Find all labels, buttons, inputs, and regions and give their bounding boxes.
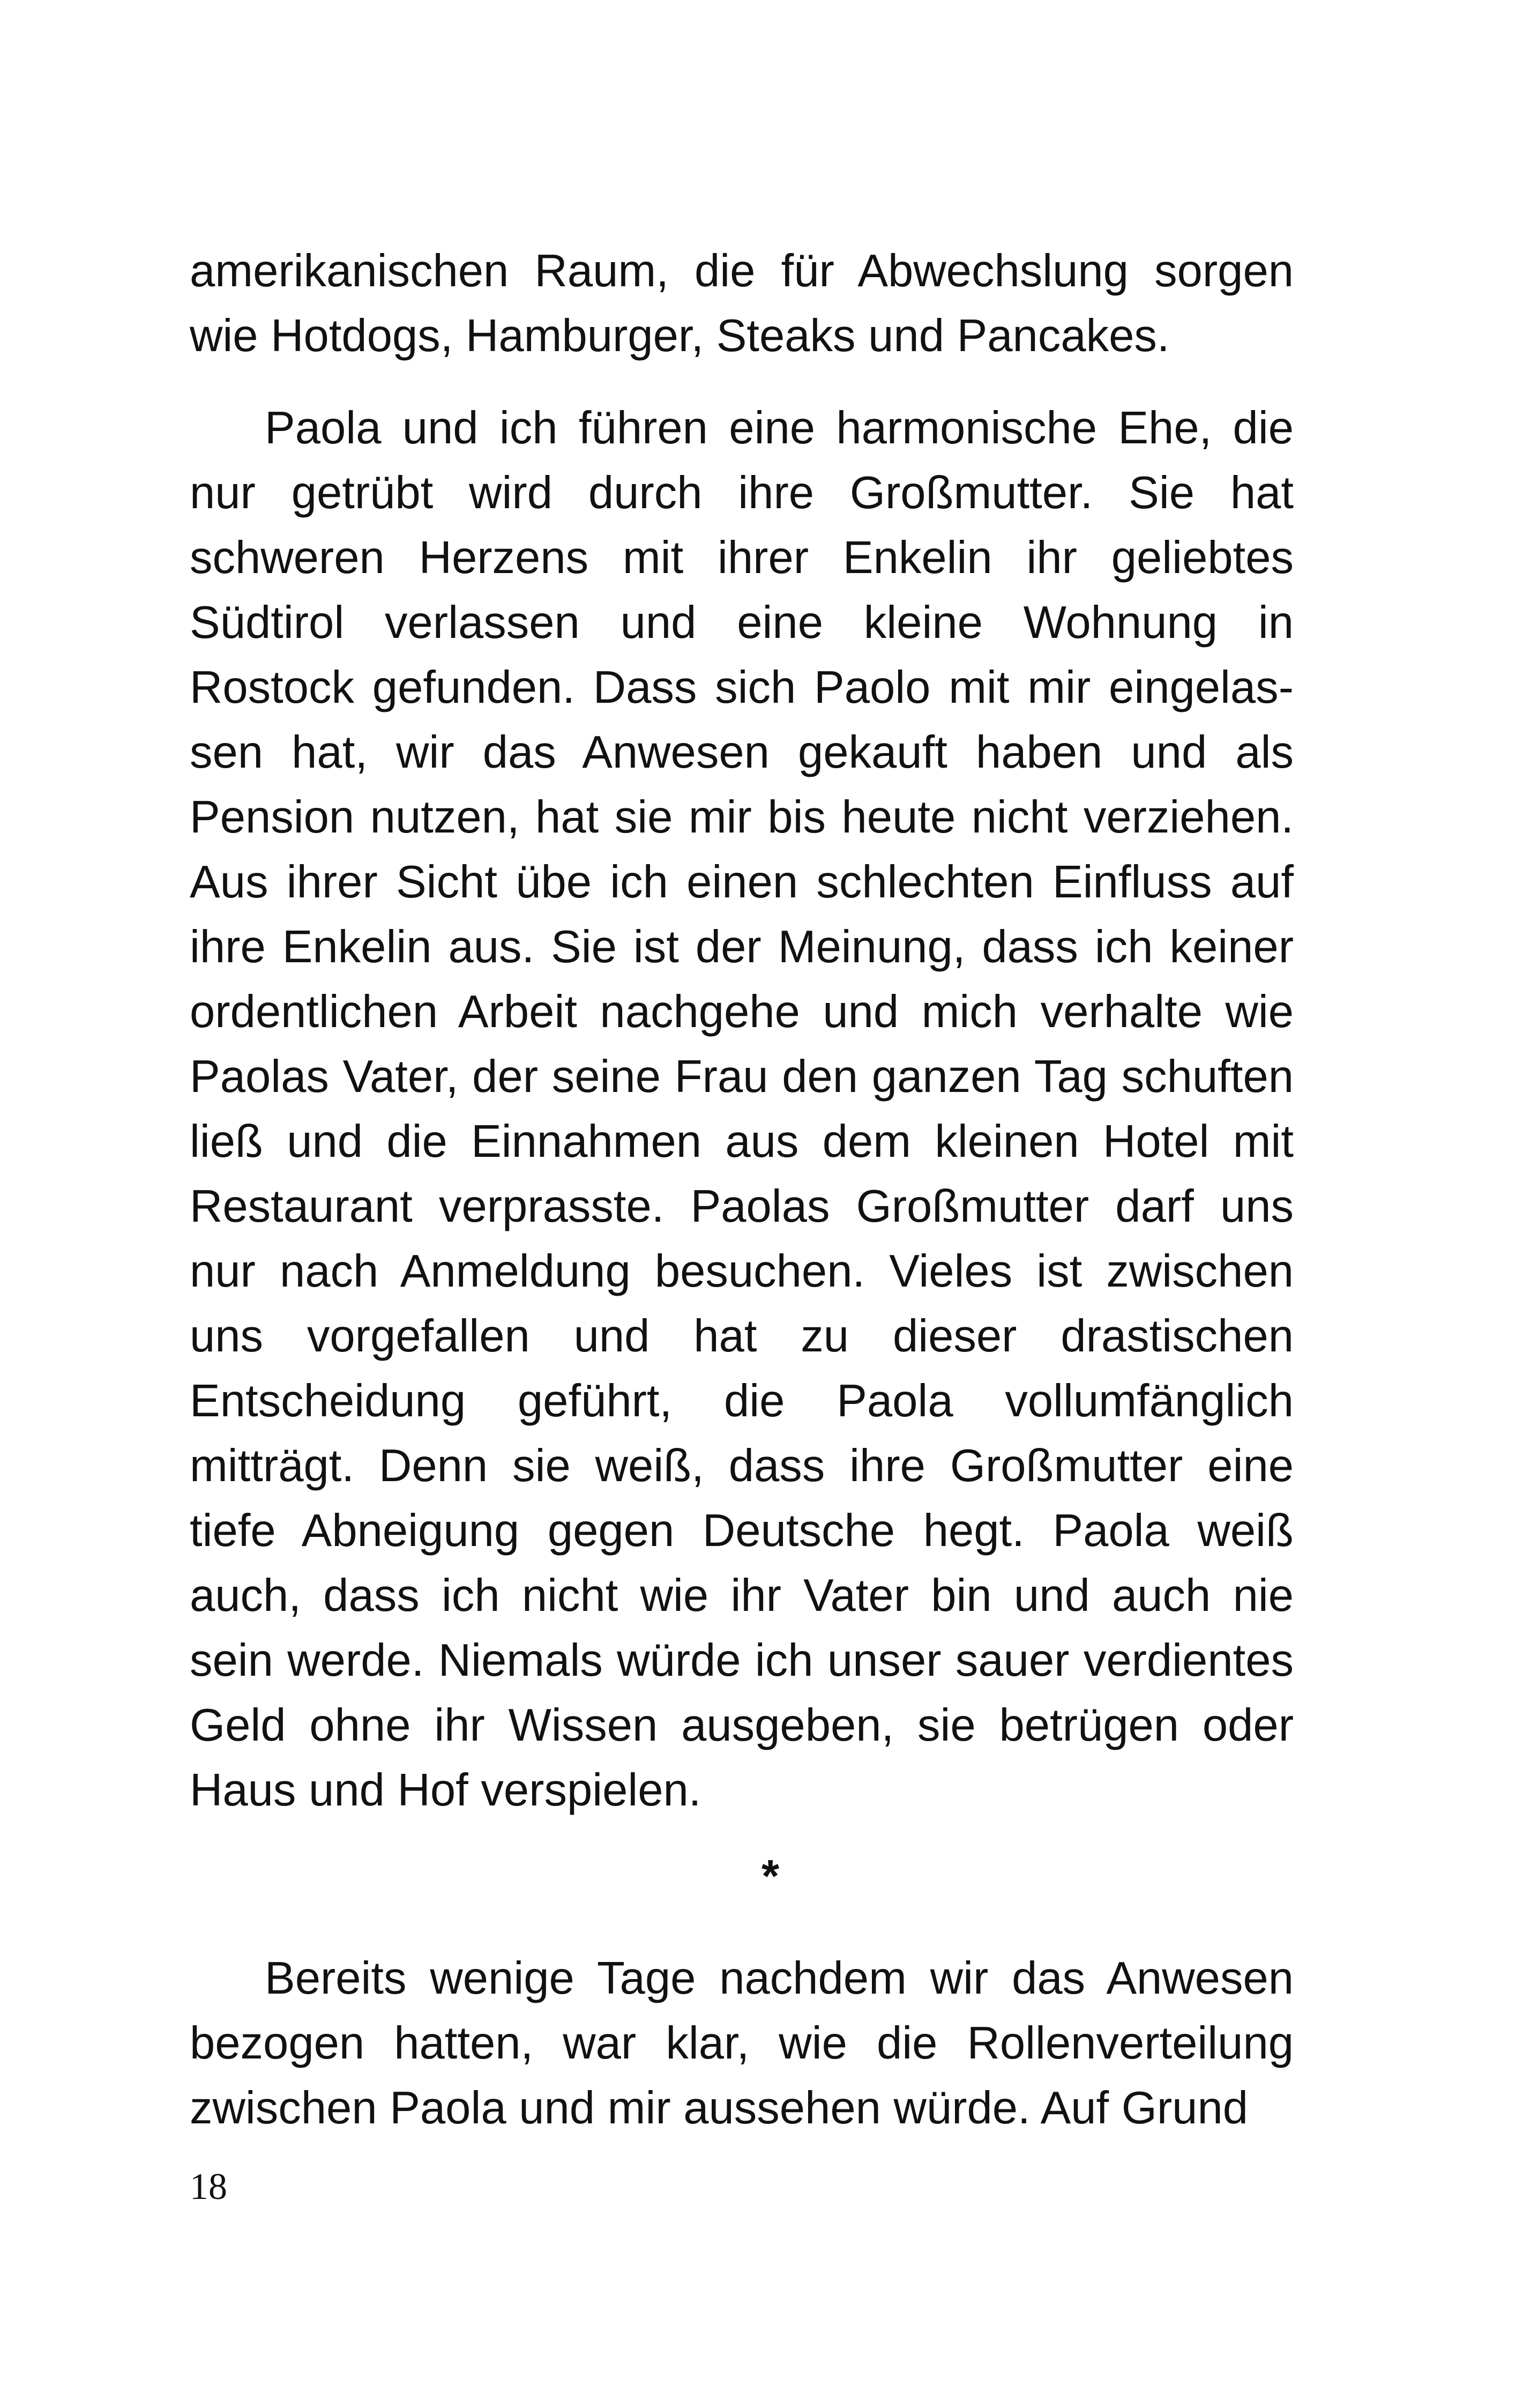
paragraph-text: amerikanischen Raum, die für Abwechslung sorgen wie Hotdogs, Hamburger, Steaks und Pancakes. xyxy=(190,246,1294,361)
paragraph-roles xyxy=(190,1946,1294,2141)
paragraph-text: Bereits wenige Tage nachdem wir das Anwesen bezogen hatten, war klar, wie die Rollenverteilung zwischen Paola und mir aussehen würde. Auf Grund xyxy=(190,1953,1294,2134)
paragraph-continuation xyxy=(190,239,1294,368)
paragraph-marriage xyxy=(190,396,1294,1823)
paragraph-text: Paola und ich führen eine harmonische Ehe, die nur getrübt wird durch ihre Großmutter. Sie hat schweren Herzens mit ihrer Enkelin ihr geliebtes Südtirol verlassen und eine kleine Wohnung in Rostock gefunden. Dass sich Paolo mit mir eingelassen hat, wir das Anwesen gekauft haben und als Pension nutzen, hat sie mir bis heute nicht verziehen. Aus ihrer Sicht übe ich einen schlechten Einfluss auf ihre Enkelin aus. Sie ist der Meinung, dass ich keiner ordentlichen Arbeit nachgehe und mich verhalte wie Paolas Vater, der seine Frau den ganzen Tag schuften ließ und die Einnahmen aus dem kleinen Hotel mit Restaurant verprasste. Paolas Großmutter darf uns nur nach Anmeldung besuchen. Vieles ist zwischen uns vorgefallen und hat zu dieser drastischen Entscheidung geführt, die Paola vollumfänglich mitträgt. Denn sie weiß, dass ihre Großmutter eine tiefe Abneigung gegen Deutsche hegt. Paola weiß auch, dass ich nicht wie ihr Vater bin und auch nie sein werde. Niemals würde ich unser sauer verdientes Geld ohne ihr Wissen ausgeben, sie betrügen oder Haus und Hof verspielen. xyxy=(190,403,1294,1816)
section-separator: * xyxy=(762,1851,780,1902)
page-number: 18 xyxy=(190,2166,227,2208)
